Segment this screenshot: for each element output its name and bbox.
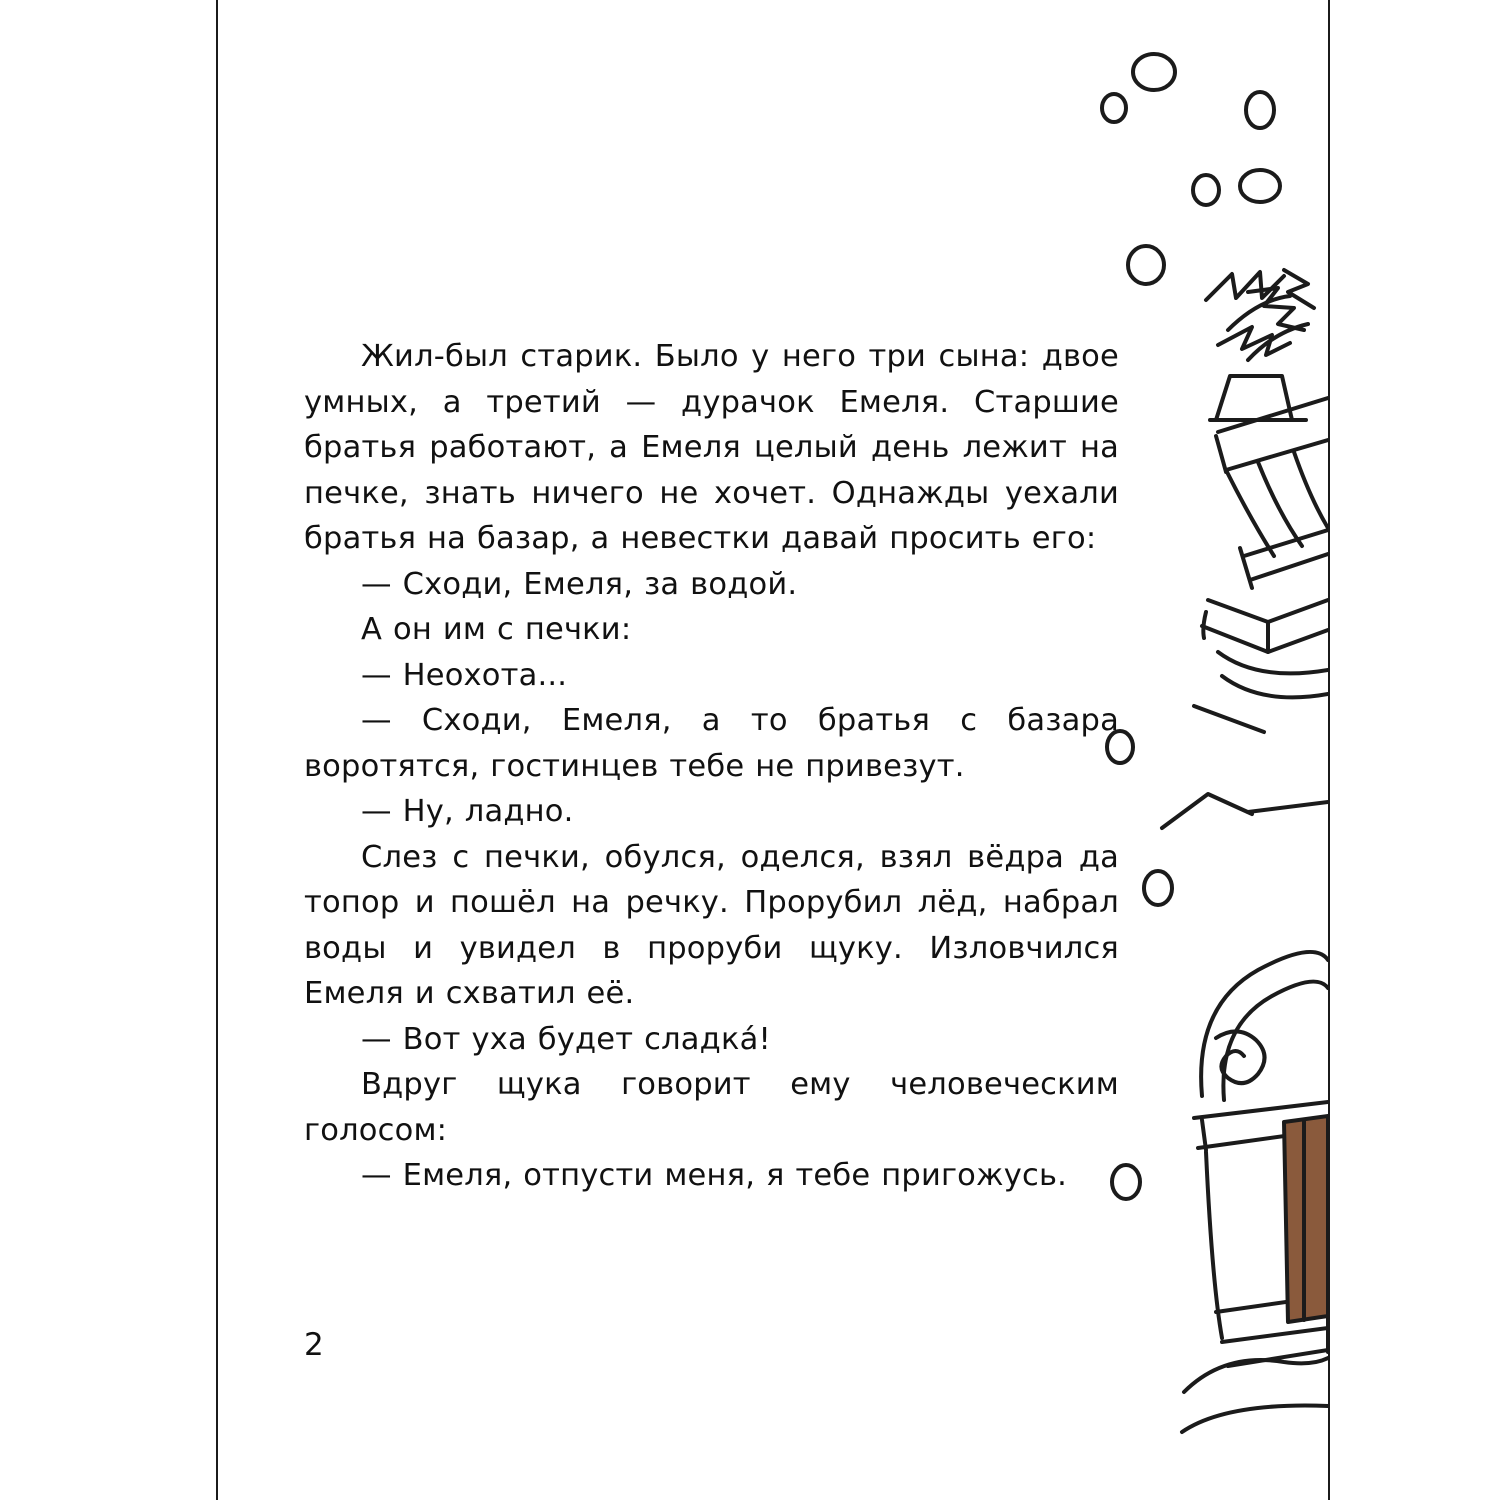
paragraph: Слез с печки, обулся, оделся, взял вёдра да топор и пошёл на речку. Прорубил лёд, набрал воды и увидел в проруби щуку. Изловчился Емеля и схватил её. [304,839,1119,1011]
left-margin [0,0,216,1500]
paragraph: — Сходи, Емеля, а то братья с базара воротятся, гостинцев тебе не привезут. [304,703,1119,784]
book-page-sheet [216,0,1330,1500]
paragraph: — Сходи, Емеля, за водой. [361,566,798,602]
paragraph: Жил-был старик. Было у него три сына: двое умных, а третий — дурачок Емеля. Старшие братья работают, а Емеля целый день лежит на печке, знать ничего не хочет. Однажды уехали братья на базар, а невестки давай просить его: [304,339,1119,556]
page-number: 2 [304,1327,324,1363]
body-text [304,334,1119,1199]
paragraph: — Вот уха будет сладка́! [361,1021,771,1057]
illustration-winter-sledge-and-bucket [1098,0,1328,1500]
paragraph: — Неохота... [361,657,568,693]
paragraph: А он им с печки: [361,612,632,647]
paragraph: — Емеля, отпусти меня, я тебе пригожусь. [361,1158,1068,1193]
right-margin [1330,0,1500,1500]
paragraph: Вдруг щука говорит ему человеческим голосом: [304,1067,1119,1148]
paragraph: — Ну, ладно. [361,794,574,829]
